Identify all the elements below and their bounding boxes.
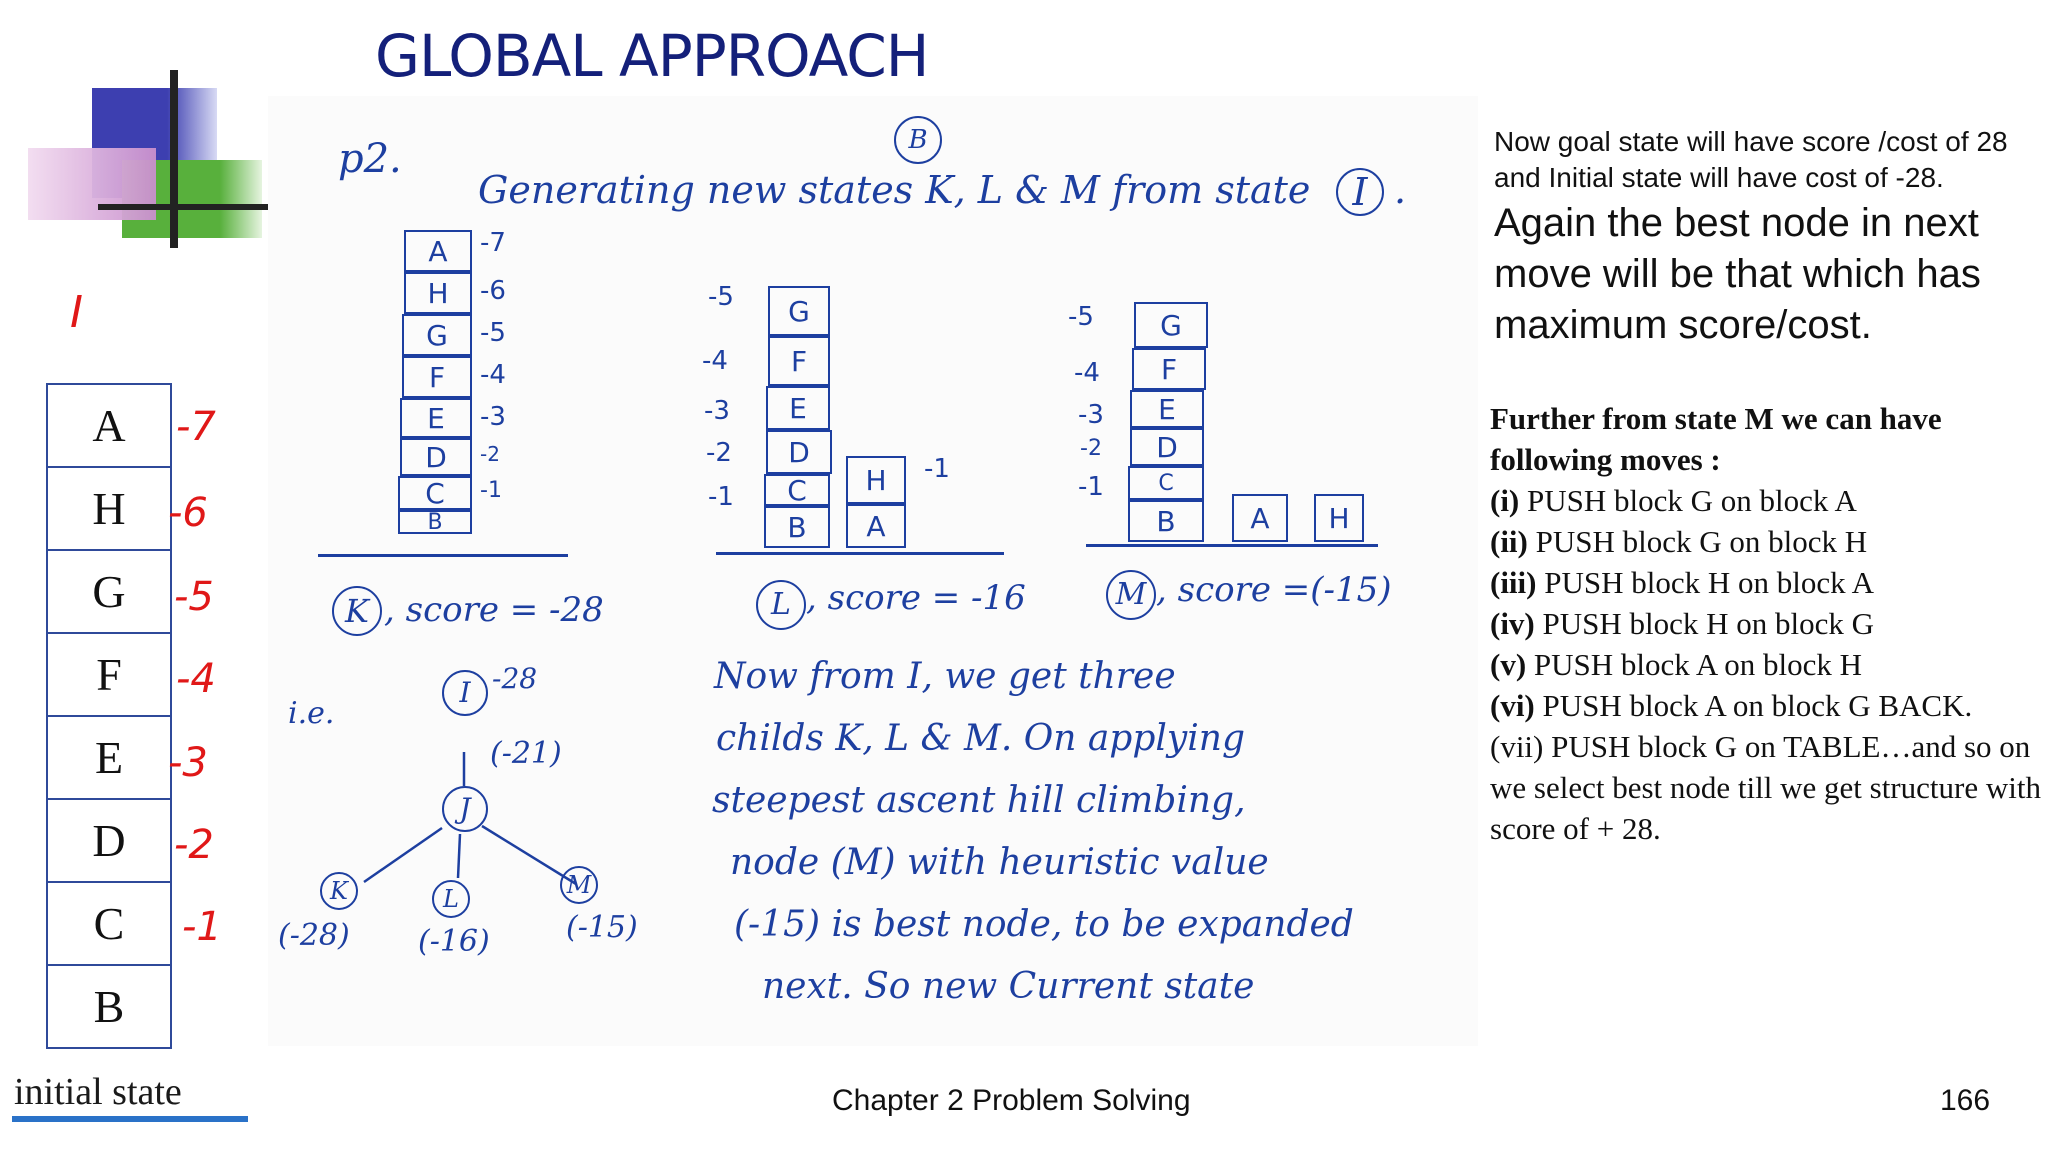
m-score: -1	[1078, 472, 1104, 502]
move-item	[1490, 480, 2045, 521]
l-block: D	[766, 430, 832, 474]
m-block: E	[1130, 390, 1204, 428]
best-node-note: Again the best node in next move will be that which has maximum score/cost.	[1494, 201, 1981, 347]
initial-block: H	[48, 468, 170, 551]
l-score: -3	[704, 396, 730, 426]
tree-child-score: (-28)	[278, 918, 350, 953]
k-block: C	[398, 476, 472, 510]
m-score-text: , score =(-15)	[1156, 570, 1392, 610]
note-line: next. So new Current state	[762, 966, 1255, 1007]
k-score: -5	[480, 318, 506, 348]
l-score: -5	[708, 282, 734, 312]
l-block: G	[768, 286, 830, 336]
moves-list	[1490, 398, 2045, 849]
move-item	[1490, 521, 2045, 562]
hw-heading-dot: .	[1394, 168, 1407, 212]
m-score: -3	[1078, 400, 1104, 430]
l-score: -4	[702, 346, 728, 376]
note-line: childs K, L & M. On applying	[716, 718, 1245, 759]
l-side-score: -1	[924, 454, 950, 484]
initial-block: B	[93, 981, 125, 1032]
l-block: C	[764, 474, 830, 506]
l-block: F	[768, 336, 830, 386]
initial-block: C	[48, 883, 170, 966]
move-item	[1490, 644, 2045, 685]
l-score-text: , score = -16	[806, 578, 1026, 618]
tree-mid: J	[442, 786, 488, 832]
tree-child: K	[320, 872, 358, 910]
move-number: (i)	[1490, 483, 1520, 518]
move-text: PUSH block H on block G	[1534, 606, 1875, 641]
move-number: (iv)	[1490, 606, 1535, 641]
tree-child-score: (-16)	[418, 924, 490, 959]
move-number: (vi)	[1490, 688, 1535, 723]
l-score: -1	[708, 482, 734, 512]
k-block: F	[402, 356, 472, 398]
k-score: -3	[480, 402, 506, 432]
move-text: PUSH block G on TABLE…and so on we select best node till we get structure with score of + 28.	[1490, 729, 2041, 846]
move-text: PUSH block G on block A	[1519, 483, 1857, 518]
m-score: -4	[1074, 358, 1100, 388]
initial-block: E	[48, 717, 170, 800]
move-item	[1490, 685, 2045, 726]
move-item	[1490, 726, 2045, 849]
l-score: -2	[706, 438, 732, 468]
k-block: D	[400, 438, 472, 476]
k-block: A	[404, 230, 472, 272]
tree-child: M	[560, 866, 598, 904]
k-score: -4	[480, 360, 506, 390]
handwritten-notes-panel	[268, 96, 1478, 1046]
note-line: node (M) with heuristic value	[730, 842, 1269, 883]
k-block: G	[402, 314, 472, 356]
m-side-block: H	[1314, 494, 1364, 542]
svg-text:I: I	[70, 287, 83, 338]
note-line: Now from I, we get three	[714, 656, 1176, 697]
initial-score: -2	[174, 822, 214, 868]
k-score: -2	[480, 442, 500, 466]
note-line: (-15) is best node, to be expanded	[734, 904, 1354, 945]
footer-chapter: Chapter 2 Problem Solving	[832, 1084, 1191, 1117]
m-block: C	[1128, 466, 1204, 500]
move-text: PUSH block A on block H	[1526, 647, 1863, 682]
m-block: G	[1134, 302, 1208, 348]
move-number: (ii)	[1490, 524, 1528, 559]
m-score: -5	[1068, 302, 1094, 332]
slide-title: GLOBAL APPROACH	[375, 22, 929, 90]
initial-block: G	[48, 551, 170, 634]
m-block: D	[1130, 428, 1204, 466]
initial-score: -7	[176, 404, 216, 450]
k-block: E	[400, 398, 472, 438]
moves-heading: Further from state M we can have following moves :	[1490, 401, 1942, 477]
move-item	[1490, 603, 2045, 644]
roman-one-marker	[66, 283, 116, 343]
move-number: (v)	[1490, 647, 1527, 682]
move-text: PUSH block A on block G BACK.	[1534, 688, 1973, 723]
initial-block: D	[48, 800, 170, 883]
move-number: (vii)	[1490, 729, 1544, 764]
move-text: PUSH block G on block H	[1527, 524, 1868, 559]
tree-mid-score: (-21)	[490, 736, 562, 771]
k-block: B	[398, 510, 472, 534]
page-mark: B	[894, 116, 942, 164]
initial-score: -5	[174, 574, 214, 620]
m-block: F	[1132, 348, 1206, 390]
initial-block: F	[48, 634, 170, 717]
l-label: L	[756, 580, 806, 630]
tree-child: L	[432, 880, 470, 918]
initial-state-label: initial state	[14, 1071, 182, 1113]
initial-state-stack	[46, 383, 172, 1049]
k-score: -7	[480, 228, 506, 258]
initial-score: -4	[176, 656, 216, 702]
note-line: steepest ascent hill climbing,	[712, 780, 1246, 821]
l-block: E	[766, 386, 830, 430]
initial-state-underline	[12, 1116, 248, 1122]
k-block: H	[404, 272, 472, 314]
tree-root-score: -28	[492, 662, 538, 695]
k-score: -6	[480, 276, 506, 306]
l-table-line	[716, 552, 1004, 555]
l-side-block: H	[846, 456, 906, 504]
initial-score: -1	[182, 904, 222, 950]
step-label: p2.	[338, 136, 402, 182]
initial-score: -6	[168, 490, 208, 536]
tree-root: I	[442, 670, 488, 716]
move-number: (iii)	[1490, 565, 1537, 600]
m-label: M	[1106, 570, 1156, 620]
l-side-block: A	[846, 504, 906, 548]
m-side-block: A	[1232, 494, 1288, 542]
m-block: B	[1128, 500, 1204, 542]
k-table-line	[318, 554, 568, 557]
l-block: B	[764, 506, 830, 548]
tree-ie: i.e.	[288, 696, 335, 731]
move-text: PUSH block H on block A	[1536, 565, 1875, 600]
goal-state-note: Now goal state will have score /cost of 28 and Initial state will have cost of -28.	[1494, 126, 2008, 193]
initial-block: A	[48, 385, 170, 468]
m-table-line	[1086, 544, 1378, 547]
page-number: 166	[1940, 1084, 1991, 1117]
k-score-text: , score = -28	[384, 590, 604, 630]
move-item	[1490, 562, 2045, 603]
initial-score: -3	[168, 740, 208, 786]
k-score: -1	[480, 478, 502, 503]
tree-child-score: (-15)	[566, 910, 638, 945]
m-score: -2	[1080, 436, 1102, 461]
hw-heading: Generating new states K, L & M from state	[478, 168, 1311, 212]
hw-heading-state: I	[1336, 168, 1384, 216]
k-label: K	[332, 586, 382, 636]
